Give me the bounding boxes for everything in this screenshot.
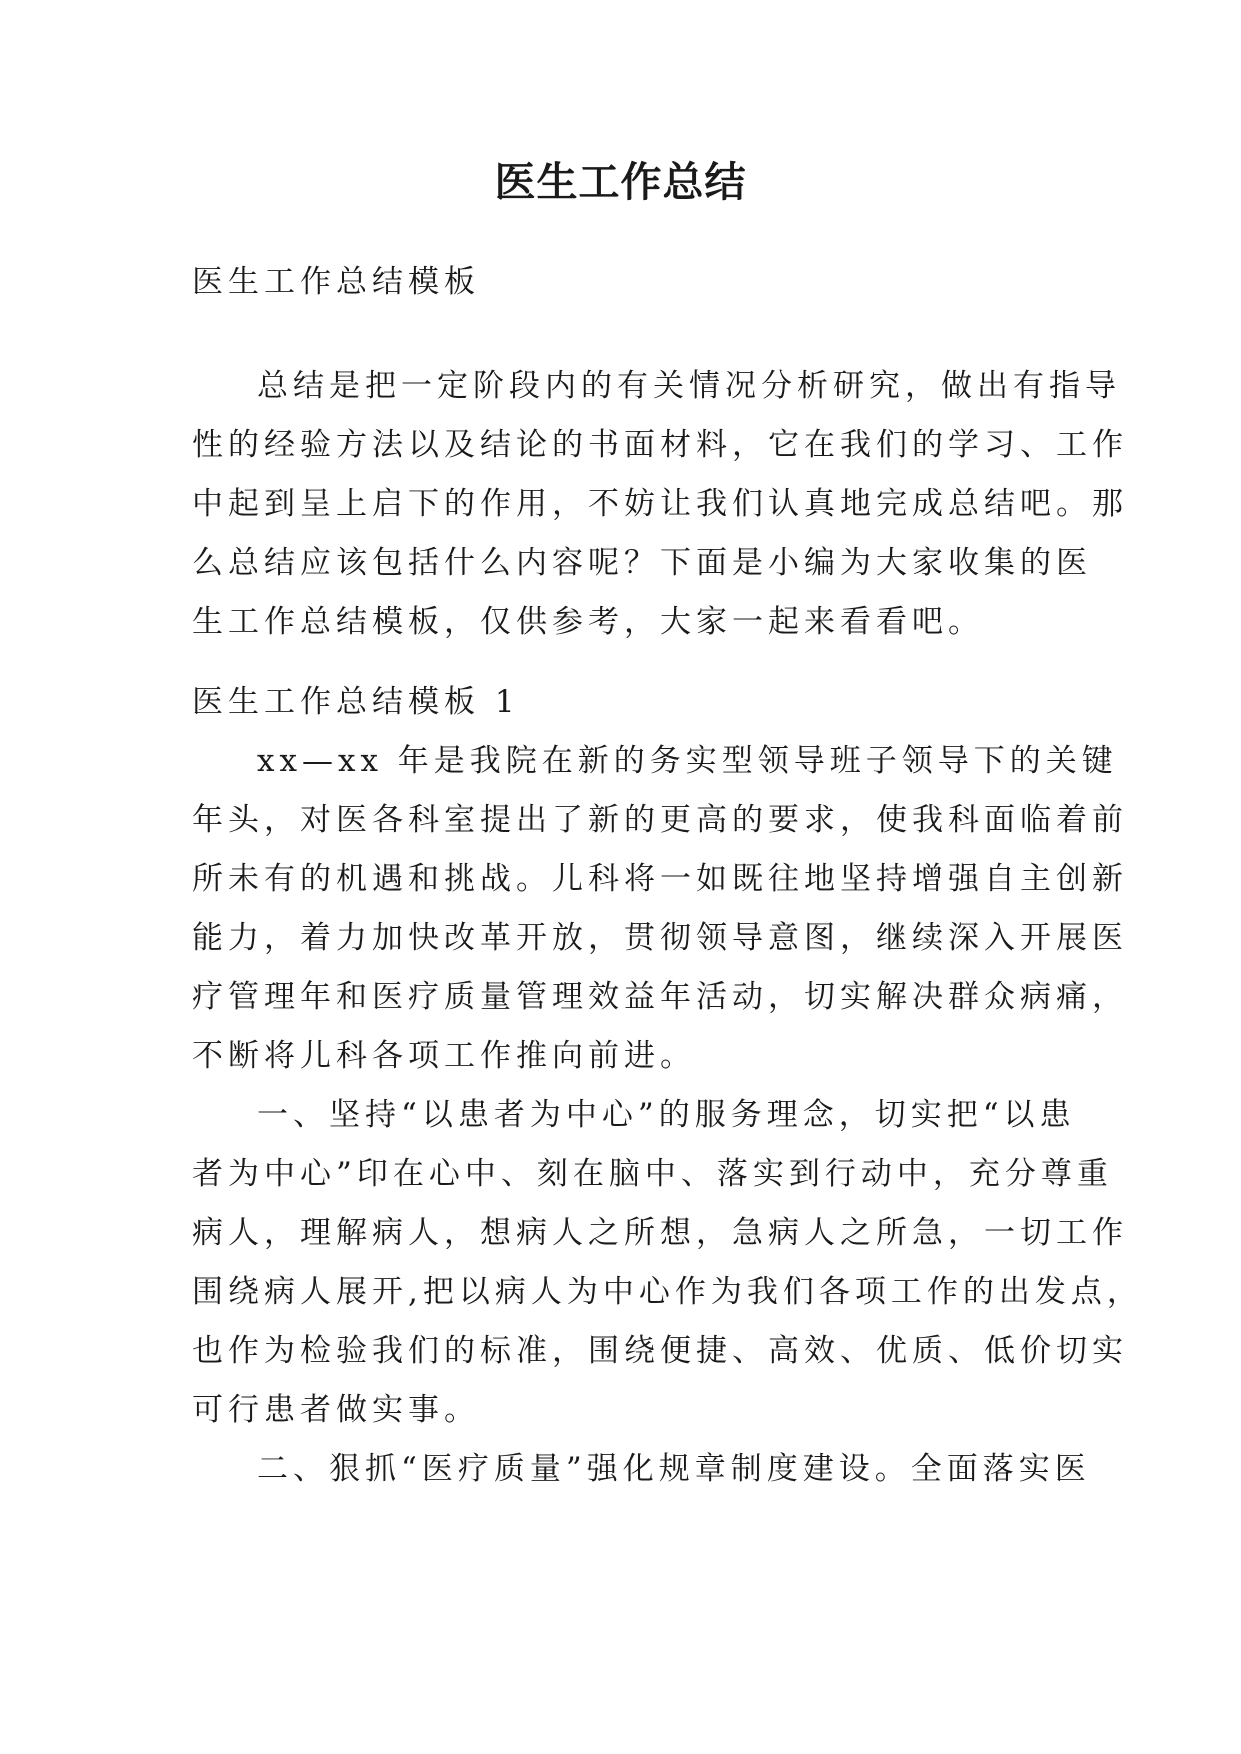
paragraph-line: 也作为检验我们的标准，围绕便捷、高效、优质、低价切实 bbox=[192, 1333, 1128, 1369]
paragraph-line: 能力，着力加快改革开放，贯彻领导意图，继续深入开展医 bbox=[192, 920, 1128, 956]
intro-line: 总结是把一定阶段内的有关情况分析研究，做出有指导 bbox=[257, 368, 1121, 404]
document-subtitle-block bbox=[192, 253, 1072, 312]
document-title: 医生工作总结 bbox=[494, 158, 747, 206]
section-1 bbox=[192, 673, 1143, 1499]
section-heading: 医生工作总结模板 1 bbox=[192, 684, 520, 720]
paragraph-line: 可行患者做实事。 bbox=[192, 1392, 480, 1428]
paragraph-line: xx—xx 年是我院在新的务实型领导班子领导下的关键 bbox=[257, 743, 1118, 779]
paragraph-line: 病人，理解病人，想病人之所想，急病人之所急，一切工作 bbox=[192, 1215, 1128, 1251]
paragraph-line: 一、坚持“以患者为中心”的服务理念，切实把“以患 bbox=[257, 1097, 1076, 1133]
intro-line: 么总结应该包括什么内容呢？下面是小编为大家收集的医 bbox=[192, 545, 1092, 581]
document-subtitle: 医生工作总结模板 bbox=[192, 264, 480, 300]
paragraph-line: 年头，对医各科室提出了新的更高的要求，使我科面临着前 bbox=[192, 802, 1128, 838]
paragraph-line: 二、狠抓“医疗质量”强化规章制度建设。全面落实医 bbox=[257, 1451, 1091, 1487]
paragraph-line: 不断将儿科各项工作推向前进。 bbox=[192, 1038, 696, 1074]
intro-line: 中起到呈上启下的作用，不妨让我们认真地完成总结吧。那 bbox=[192, 486, 1128, 522]
intro-line: 性的经验方法以及结论的书面材料，它在我们的学习、工作 bbox=[192, 427, 1128, 463]
intro-line: 生工作总结模板，仅供参考，大家一起来看看吧。 bbox=[192, 604, 984, 640]
intro-paragraph bbox=[192, 357, 1128, 652]
paragraph-line: 者为中心”印在心中、刻在脑中、落实到行动中，充分尊重 bbox=[192, 1156, 1113, 1192]
paragraph-line: 疗管理年和医疗质量管理效益年活动，切实解决群众病痛， bbox=[192, 979, 1128, 1015]
paragraph-line: 所未有的机遇和挑战。儿科将一如既往地坚持增强自主创新 bbox=[192, 861, 1128, 897]
paragraph-line: 围绕病人展开,把以病人为中心作为我们各项工作的出发点， bbox=[192, 1274, 1143, 1310]
